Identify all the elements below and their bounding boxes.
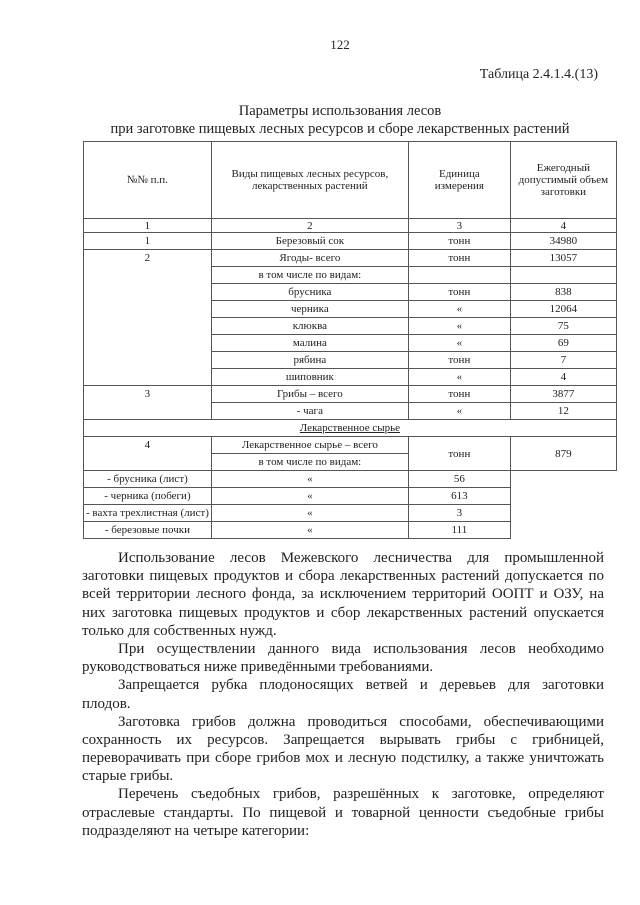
text-line: переворачивать при сборе грибов мох и лесную подстилку, а также уничтожать (82, 750, 604, 767)
cell: 1 (84, 219, 212, 233)
cell: « (211, 471, 408, 488)
cell: 12 (510, 403, 616, 420)
cell: тонн (408, 352, 510, 369)
text-line: Заготовка грибов должна проводиться способами, обеспечивающими (118, 713, 604, 730)
table-title (30, 102, 640, 138)
cell: шиповник (211, 369, 408, 386)
text-line: них заготовка пищевых продуктов и сбор лекарственных растений опускается (82, 604, 604, 621)
paragraph (82, 640, 604, 676)
text-line: Использование лесов Межевского лесничества для промышленной (118, 550, 604, 566)
cell: 4 (84, 437, 212, 471)
header-cell: №№ п.п. (84, 142, 212, 219)
cell: черника (211, 301, 408, 318)
cell: 1 (84, 233, 212, 250)
cell: малина (211, 335, 408, 352)
cell: 3877 (510, 386, 616, 403)
header-cell: Ежегодный допустимый объем заготовки (510, 142, 616, 219)
cell: тонн (408, 250, 510, 267)
cell: « (408, 403, 510, 420)
cell: в том числе по видам: (211, 267, 408, 284)
cell: - березовые почки (84, 522, 212, 539)
cell: 2 (211, 219, 408, 233)
cell: - брусника (лист) (84, 471, 212, 488)
cell: тонн (408, 386, 510, 403)
cell: Ягоды- всего (211, 250, 408, 267)
cell: 75 (510, 318, 616, 335)
text-line: сохранность их ресурсов. Запрещается вырывать грибы с грибницей, (82, 731, 604, 748)
text-line: только для собственных нужд. (82, 622, 277, 639)
cell: 879 (510, 437, 616, 471)
text-line: заготовки пищевых продуктов и сбора лекарственных растений допускается по (82, 568, 604, 585)
cell: - вахта трехлистная (лист) (84, 505, 212, 522)
page-number: 122 (330, 37, 350, 52)
cell: 2 (84, 250, 212, 386)
cell: « (211, 488, 408, 505)
berries-group (84, 250, 617, 386)
cell: 3 (408, 219, 510, 233)
cell: Лекарственное сырье – всего (211, 437, 408, 454)
cell: - черника (побеги) (84, 488, 212, 505)
paragraph (82, 713, 604, 786)
text-line: отраслевые стандарты. По пищевой и товарной ценности съедобные грибы (82, 804, 604, 821)
table-row (84, 471, 617, 488)
cell: 7 (510, 352, 616, 369)
table-row (84, 522, 617, 539)
cell: рябина (211, 352, 408, 369)
cell: тонн (408, 233, 510, 250)
section-title: Лекарственное сырье (84, 420, 617, 437)
text-line: руководствоваться ниже приведёнными требованиями. (82, 659, 434, 676)
cell: Березовый сок (211, 233, 408, 250)
cell (510, 267, 616, 284)
table-row (84, 386, 617, 403)
cell: 4 (510, 369, 616, 386)
table-header-row (84, 142, 617, 219)
text-line: Запрещается рубка плодоносящих ветвей и деревьев для заготовки (118, 677, 604, 694)
table-row (84, 505, 617, 522)
cell: « (211, 505, 408, 522)
cell: 69 (510, 335, 616, 352)
table-head (84, 142, 617, 250)
text-line: старые грибы. (82, 768, 174, 785)
cell: клюква (211, 318, 408, 335)
table-title-line: Параметры использования лесов (238, 103, 442, 119)
cell: Грибы – всего (211, 386, 408, 403)
cell: тонн (408, 284, 510, 301)
cell: « (408, 335, 510, 352)
paragraph (82, 785, 604, 840)
medicinal-head (84, 420, 617, 471)
text-line: плодов. (82, 695, 131, 712)
cell: 34980 (510, 233, 616, 250)
cell (408, 267, 510, 284)
table-row (84, 233, 617, 250)
cell: 13057 (510, 250, 616, 267)
cell: в том числе по видам: (211, 454, 408, 471)
cell: - чага (211, 403, 408, 420)
resources-table (83, 141, 617, 539)
cell: 3 (84, 386, 212, 420)
cell: брусника (211, 284, 408, 301)
section-row (84, 420, 617, 437)
paragraph (82, 676, 604, 712)
cell: « (408, 369, 510, 386)
mushrooms-group (84, 386, 617, 420)
cell: тонн (408, 437, 510, 471)
table-row (84, 488, 617, 505)
header-cell: Единица измерения (408, 142, 510, 219)
cell: « (408, 301, 510, 318)
paragraph (82, 549, 604, 640)
text-line: Перечень съедобных грибов, разрешённых к заготовке, определяют (118, 786, 604, 803)
text-line: всей территории лесного фонда, за исключением территорий ООПТ и ОЗУ, на (82, 586, 604, 603)
cell: 613 (408, 488, 510, 505)
cell: 111 (408, 522, 510, 539)
column-numbers-row (84, 219, 617, 233)
table-title-line: при заготовке пищевых лесных ресурсов и сборе лекарственных растений (110, 121, 570, 137)
cell: 838 (510, 284, 616, 301)
medicinal-group (84, 471, 617, 539)
cell: 3 (408, 505, 510, 522)
cell: 12064 (510, 301, 616, 318)
header-cell: Виды пищевых лесных ресурсов, лекарственных растений (211, 142, 408, 219)
table-label: Таблица 2.4.1.4.(13) (479, 67, 598, 82)
table-row (84, 250, 617, 267)
cell: « (408, 318, 510, 335)
cell: 4 (510, 219, 616, 233)
text-line: подразделяют на четыре категории: (82, 822, 310, 839)
body-text (82, 549, 604, 840)
table-row (84, 437, 617, 454)
text-line: При осуществлении данного вида использования лесов необходимо (118, 640, 604, 657)
cell: 56 (408, 471, 510, 488)
cell: « (211, 522, 408, 539)
